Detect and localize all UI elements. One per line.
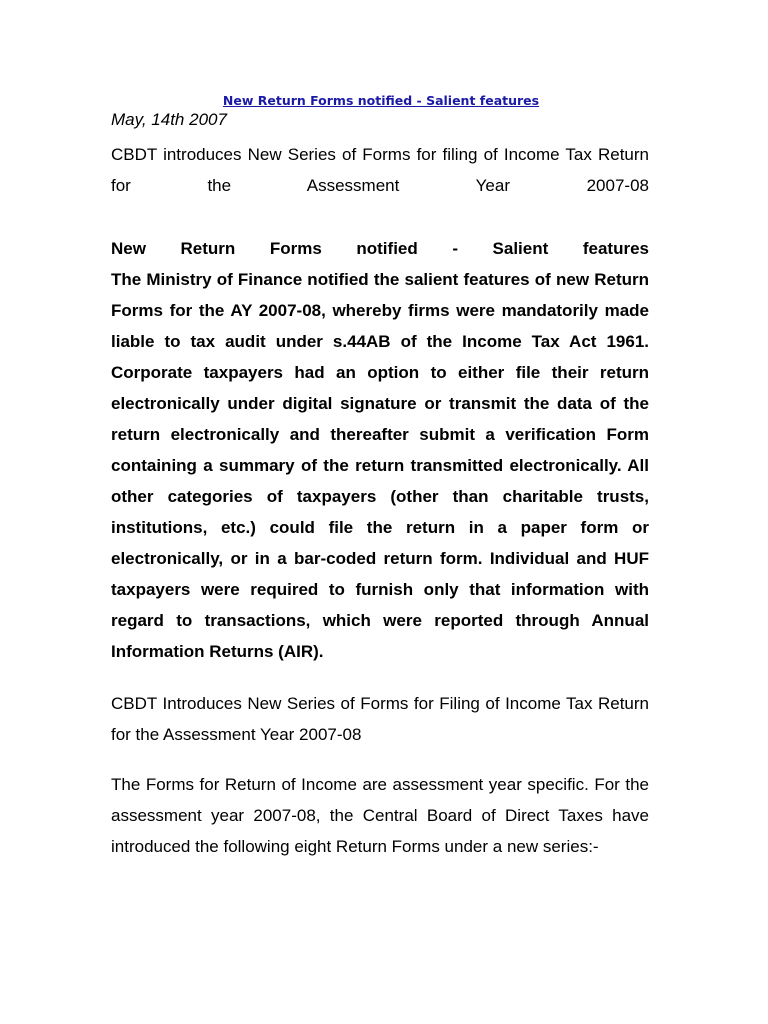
salient-features-section — [111, 233, 649, 667]
document-date: May, 14th 2007 — [111, 110, 227, 129]
forms-paragraph: The Forms for Return of Income are assessment year specific. For the assessment year 2007-08, the Central Board of Direct Taxes have introduced the following eight Return Forms under a new series:- — [111, 775, 649, 856]
salient-features-heading: New Return Forms notified - Salient features — [111, 239, 649, 258]
salient-features-body: The Ministry of Finance notified the salient features of new Return Forms for the AY 2007-08, whereby firms were mandatorily made liable to tax audit under s.44AB of the Income Tax Act 1961. Corporate taxpayers had an option to either file their return electronically under digital signature or transmit the data of the return electronically and thereafter submit a verification Form containing a summary of the return transmitted electronically. All other categories of taxpayers (other than charitable trusts, institutions, etc.) could file the return in a paper form or electronically, or in a bar-coded return form. Individual and HUF taxpayers were required to furnish only that information with regard to transactions, which were reported through Annual Information Returns (AIR). — [111, 270, 649, 661]
title-link[interactable]: New Return Forms notified - Salient features — [222, 93, 540, 108]
intro-paragraph: CBDT introduces New Series of Forms for filing of Income Tax Return for the Assessment Year 2007-08 — [111, 145, 649, 195]
cbdt-paragraph: CBDT Introduces New Series of Forms for Filing of Income Tax Return for the Assessment Year 2007-08 — [111, 694, 649, 744]
